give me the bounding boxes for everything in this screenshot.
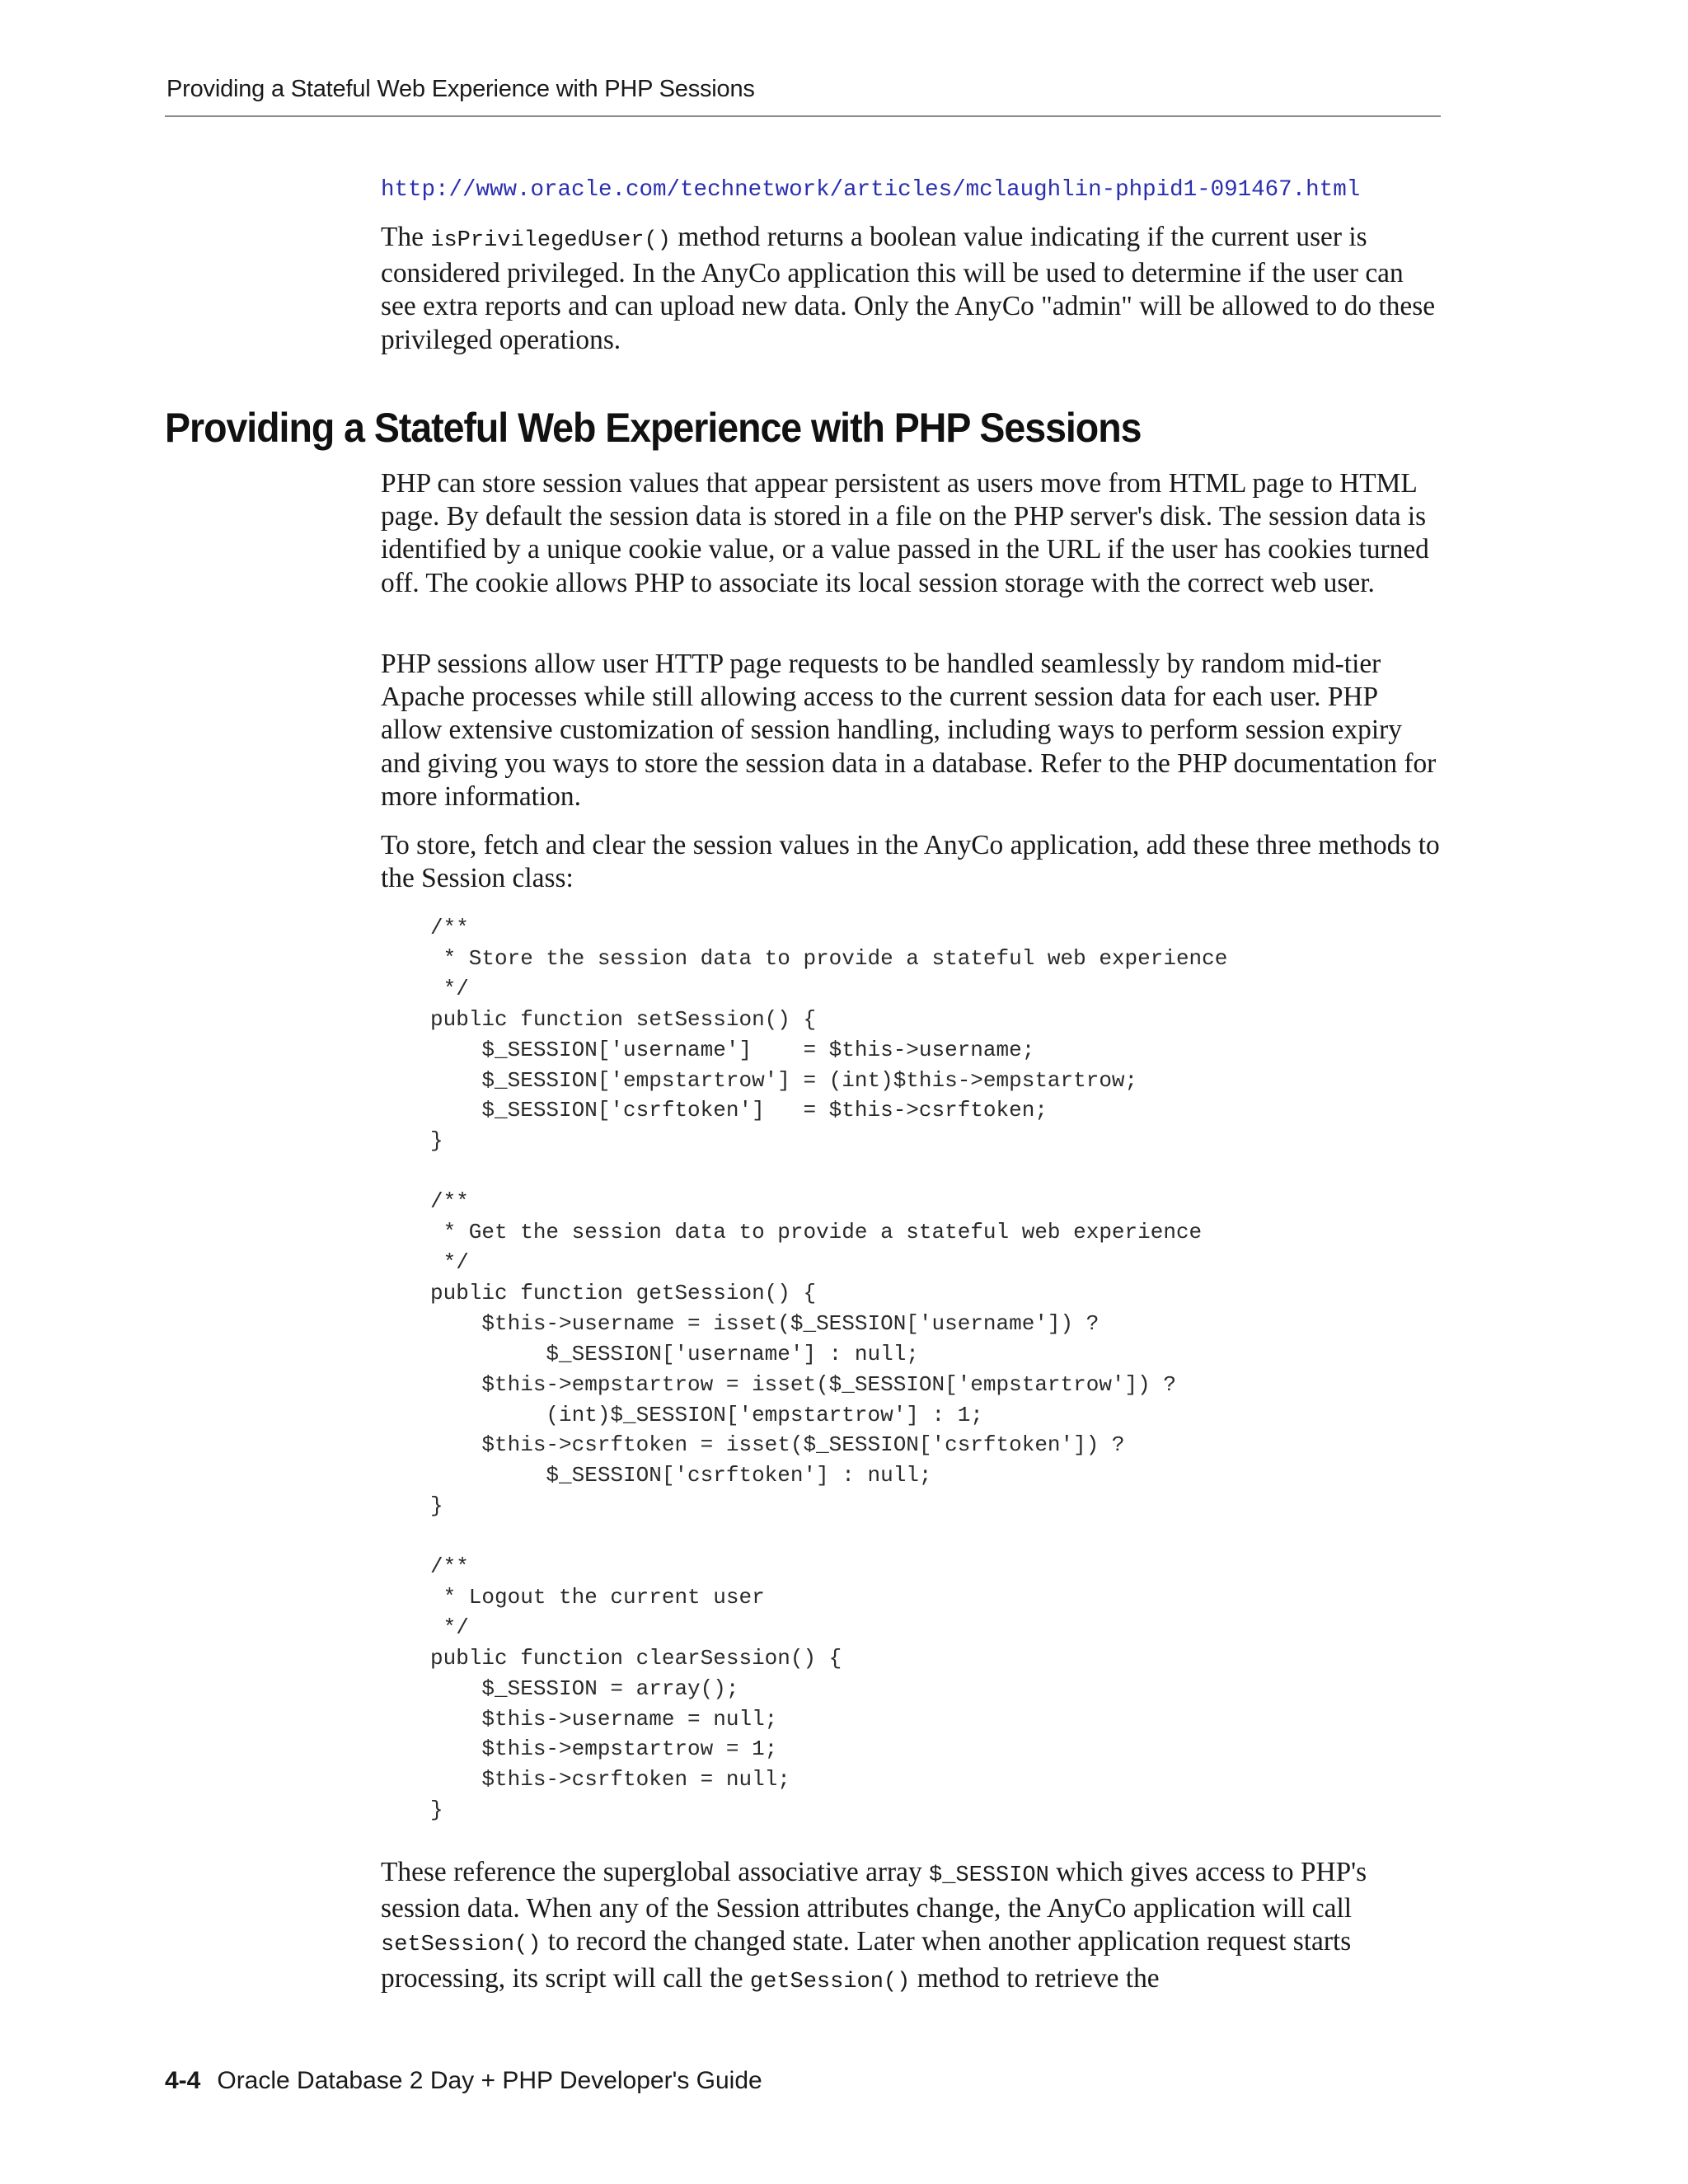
code-listing: /** * Store the session data to provide a stateful web experience */ public function setSession() { $_SESSION['username'] = $this->username; $_SESSION['empstartrow'] = (int)$this->empstartrow; $_SESSION['csrftoken'] = $this->csrftoken; } /** * Get the session data to provide a stateful web experience */ public function getSession() { $this->username = isset($_SESSION['username']) ? $_SESSION['username'] : null; $this->empstartrow = isset($_SESSION['empstartrow']) ? (int)$_SESSION['empstartrow'] : 1; $this->csrftoken = isset($_SESSION['csrftoken']) ? $_SESSION['csrftoken'] : null; } /** * Logout the current user */ public function clearSession() { $_SESSION = array(); $this->username = null; $this->empstartrow = 1; $this->csrftoken = null; } — [430, 916, 1228, 1823]
book-title: Oracle Database 2 Day + PHP Developer's Guide — [217, 2067, 762, 2094]
page-footer — [165, 2067, 762, 2095]
inline-code-setsession: setSession() — [381, 1933, 542, 1958]
text-run: method to retrieve the — [910, 1962, 1160, 1994]
text-run: which gives access to PHP's session data. When any of the Session attributes change, the AnyCo application will call — [381, 1857, 1367, 1924]
text-run: to record the changed state. Later when another application request starts processing, its script will call the — [381, 1926, 1352, 1994]
text-run: method returns a boolean value indicating if the current user is considered privileged. In the AnyCo application this will be used to determine if the user can see extra reports and can upload new data. Only the AnyCo "admin" will be allowed to do these privileged operations. — [381, 222, 1436, 355]
paragraph-methods-intro: To store, fetch and clear the session values in the AnyCo application, add these three methods to the Session class: — [381, 830, 1440, 894]
paragraph-session-storage: PHP can store session values that appear persistent as users move from HTML page to HTML page. By default the session data is stored in a file on the PHP server's disk. The session data is identified by a unique cookie value, or a value passed in the URL if the user has cookies turned off. The cookie allows PHP to associate its local session storage with the correct web user. — [381, 468, 1429, 598]
inline-code-session: $_SESSION — [929, 1863, 1049, 1888]
paragraph-superglobal — [381, 1856, 1442, 1999]
header-divider — [165, 115, 1441, 117]
text-run: These reference the superglobal associative array — [381, 1857, 930, 1887]
section-heading: Providing a Stateful Web Experience with PHP Sessions — [165, 405, 1142, 451]
inline-code-isprivilegeduser: isPrivilegedUser() — [430, 228, 671, 253]
running-header: Providing a Stateful Web Experience with PHP Sessions — [166, 76, 755, 102]
paragraph-privileged-user — [381, 221, 1442, 357]
inline-code-getsession: getSession() — [749, 1969, 911, 1994]
paragraph-session-handling: PHP sessions allow user HTTP page requests to be handled seamlessly by random mid-tier Apache processes while still allowing access to the current session data for each user. PHP allow extensive customization of session handling, including ways to perform session expiry and giving you ways to store the session data in a database. Refer to the PHP documentation for more information. — [381, 649, 1437, 812]
text-run: The — [381, 222, 431, 252]
article-link[interactable]: http://www.oracle.com/technetwork/articles/mclaughlin-phpid1-091467.html — [381, 177, 1361, 203]
page-number: 4-4 — [165, 2067, 201, 2094]
